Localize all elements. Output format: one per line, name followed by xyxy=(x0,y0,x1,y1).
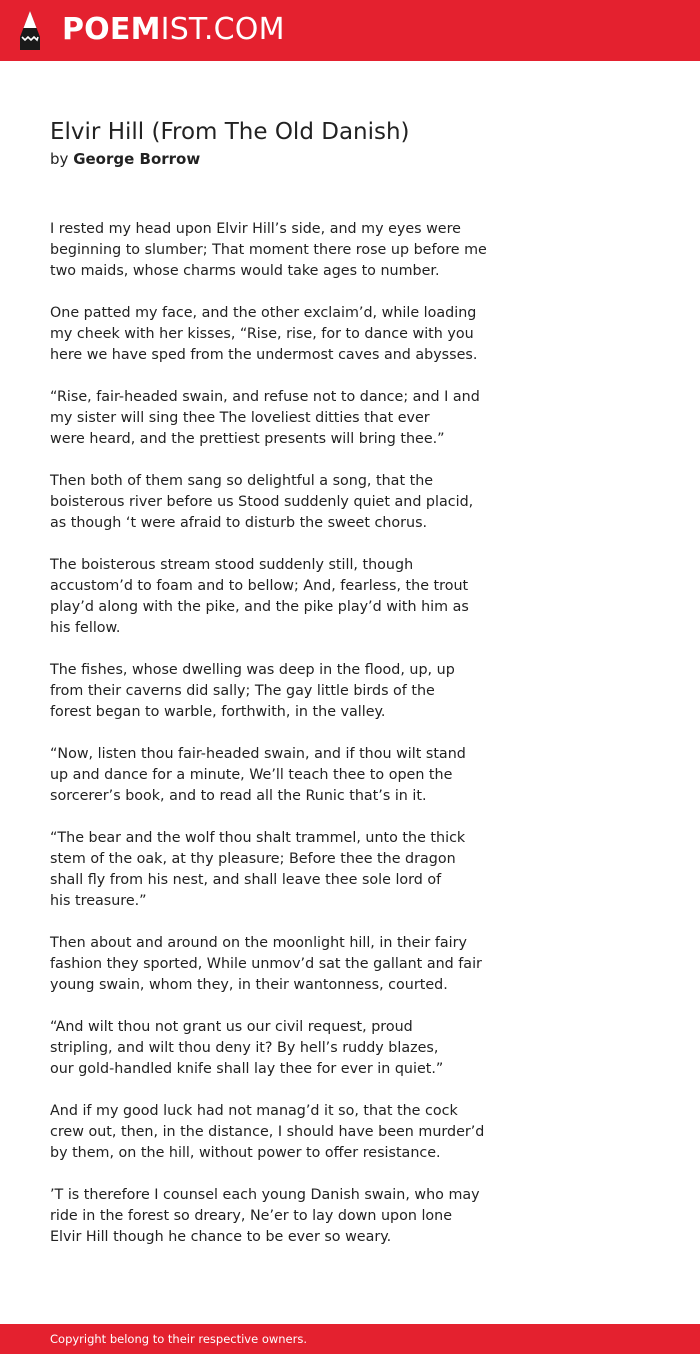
poem-line: Then about and around on the moonlight hill, in their fairy xyxy=(50,935,467,951)
poem-line: Elvir Hill though he chance to be ever so weary. xyxy=(50,1229,392,1245)
poem-line: beginning to slumber; That moment there rose up before me xyxy=(50,242,487,258)
poem-line: And if my good luck had not manag’d it so, that the cock xyxy=(50,1103,458,1119)
poem-line: crew out, then, in the distance, I should have been murder’d xyxy=(50,1124,485,1140)
poem-line: up and dance for a minute, We’ll teach thee to open the xyxy=(50,767,453,783)
poem-line: shall fly from his nest, and shall leave thee sole lord of xyxy=(50,872,442,888)
poem-author: George Borrow xyxy=(73,150,201,168)
poem-stanza xyxy=(50,828,480,912)
poem-stanza xyxy=(50,219,487,282)
poem-line: “Now, listen thou fair-headed swain, and if thou wilt stand xyxy=(50,746,466,762)
site-footer xyxy=(0,1324,700,1354)
poem-line: I rested my head upon Elvir Hill’s side, and my eyes were xyxy=(50,221,461,237)
poem-line: The boisterous stream stood suddenly still, though xyxy=(50,557,414,573)
poem-line: from their caverns did sally; The gay little birds of the xyxy=(50,683,435,699)
poem-stanza xyxy=(50,1017,480,1080)
poem-line: Then both of them sang so delightful a song, that the xyxy=(50,473,434,489)
poem-line: “The bear and the wolf thou shalt trammel, unto the thick xyxy=(50,830,466,846)
poem-stanza xyxy=(50,744,480,807)
poem-line: The fishes, whose dwelling was deep in the flood, up, up xyxy=(50,662,455,678)
poem-stanza xyxy=(50,1185,480,1248)
poem-byline xyxy=(50,149,200,169)
poem-stanza xyxy=(50,555,480,639)
poem-stanza xyxy=(50,1101,485,1164)
poem-body xyxy=(50,219,487,1269)
poem-line: by them, on the hill, without power to offer resistance. xyxy=(50,1145,441,1161)
site-logo-text[interactable] xyxy=(62,12,285,48)
poem-line: One patted my face, and the other exclaim’d, while loading xyxy=(50,305,477,321)
poem-line: as though ‘t were afraid to disturb the sweet chorus. xyxy=(50,515,428,531)
pencil-tip-icon[interactable] xyxy=(17,10,43,51)
poem-line: stripling, and wilt thou deny it? By hell’s ruddy blazes, xyxy=(50,1040,439,1056)
poem-line: play’d along with the pike, and the pike play’d with him as xyxy=(50,599,469,615)
poem-line: two maids, whose charms would take ages to number. xyxy=(50,263,440,279)
poem-title: Elvir Hill (From The Old Danish) xyxy=(50,119,410,145)
poem-line: boisterous river before us Stood suddenly quiet and placid, xyxy=(50,494,474,510)
poem-line: were heard, and the prettiest presents will bring thee.” xyxy=(50,431,445,447)
brand-light: IST.COM xyxy=(160,12,285,47)
by-label: by xyxy=(50,150,69,168)
poem-line: here we have sped from the undermost caves and abysses. xyxy=(50,347,478,363)
poem-line: young swain, whom they, in their wantonness, courted. xyxy=(50,977,448,993)
poem-line: his treasure.” xyxy=(50,893,147,909)
poem-stanza xyxy=(50,471,480,534)
poem-stanza xyxy=(50,933,480,996)
poem-line: his fellow. xyxy=(50,620,121,636)
poem-line: “And wilt thou not grant us our civil request, proud xyxy=(50,1019,413,1035)
poem-stanza xyxy=(50,387,480,450)
poem-line: ride in the forest so dreary, Ne’er to lay down upon lone xyxy=(50,1208,453,1224)
poem-line: our gold-handled knife shall lay thee for ever in quiet.” xyxy=(50,1061,444,1077)
poem-line: ’T is therefore I counsel each young Danish swain, who may xyxy=(50,1187,480,1203)
poem-line: fashion they sported, While unmov’d sat the gallant and fair xyxy=(50,956,482,972)
poem-line: accustom’d to foam and to bellow; And, fearless, the trout xyxy=(50,578,469,594)
poem-line: forest began to warble, forthwith, in the valley. xyxy=(50,704,386,720)
poem-line: stem of the oak, at thy pleasure; Before thee the dragon xyxy=(50,851,456,867)
poem-line: “Rise, fair-headed swain, and refuse not to dance; and I and xyxy=(50,389,480,405)
poem-stanza xyxy=(50,303,480,366)
brand-bold: POEM xyxy=(62,12,161,47)
copyright-text: Copyright belong to their respective owners. xyxy=(50,1332,308,1346)
poem-line: my sister will sing thee The loveliest ditties that ever xyxy=(50,410,430,426)
site-header xyxy=(0,0,700,61)
poem-line: sorcerer’s book, and to read all the Runic that’s in it. xyxy=(50,788,427,804)
poem-line: my cheek with her kisses, “Rise, rise, for to dance with you xyxy=(50,326,474,342)
poem-stanza xyxy=(50,660,480,723)
